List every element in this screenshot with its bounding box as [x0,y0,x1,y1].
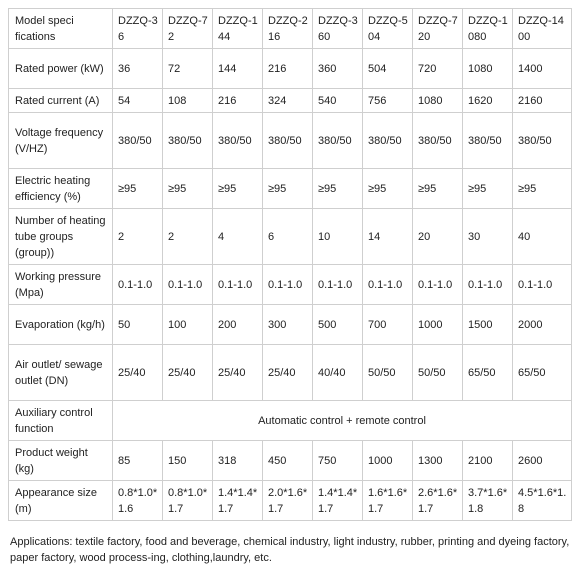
table-cell: 380/50 [463,113,513,169]
table-cell: ≥95 [413,169,463,209]
table-cell: 25/40 [113,345,163,401]
table-cell: 1500 [463,305,513,345]
table-cell: 0.1-1.0 [313,265,363,305]
table-cell: ≥95 [163,169,213,209]
table-cell: 720 [413,49,463,89]
table-cell: 3.7*1.6*1.8 [463,481,513,521]
table-cell: 0.1-1.0 [463,265,513,305]
table-cell: 25/40 [263,345,313,401]
row-label: Voltage frequency (V/HZ) [9,113,113,169]
table-cell: 0.1-1.0 [213,265,263,305]
table-cell: ≥95 [313,169,363,209]
table-cell: 2600 [513,441,572,481]
table-cell: 0.1-1.0 [163,265,213,305]
table-cell: DZZQ-504 [363,9,413,49]
table-cell: 0.1-1.0 [113,265,163,305]
table-cell: 50 [113,305,163,345]
table-cell: 380/50 [363,113,413,169]
row-label: Evaporation (kg/h) [9,305,113,345]
table-cell: 1000 [363,441,413,481]
row-label: Number of heating tube groups (group)) [9,209,113,265]
table-cell: 540 [313,89,363,113]
table-cell: 0.8*1.0*1.7 [163,481,213,521]
table-row [9,209,572,265]
table-cell: 324 [263,89,313,113]
table-cell: 2.6*1.6*1.7 [413,481,463,521]
table-cell: 360 [313,49,363,89]
table-cell: 200 [213,305,263,345]
table-cell: DZZQ-144 [213,9,263,49]
table-cell: 300 [263,305,313,345]
table-cell: ≥95 [363,169,413,209]
table-cell: 380/50 [113,113,163,169]
table-cell: 380/50 [413,113,463,169]
table-cell: 216 [263,49,313,89]
table-cell: 380/50 [213,113,263,169]
table-cell: 0.1-1.0 [413,265,463,305]
table-cell: 72 [163,49,213,89]
table-cell: 0.8*1.0*1.6 [113,481,163,521]
table-cell: 40 [513,209,572,265]
table-cell: 65/50 [463,345,513,401]
table-cell: 4 [213,209,263,265]
spec-table-body [9,9,572,521]
table-cell: ≥95 [113,169,163,209]
row-label: Model speci fications [9,9,113,49]
table-cell: 1.6*1.6*1.7 [363,481,413,521]
applications-note: Applications: textile factory, food and beverage, chemical industry, light industry, rubber, printing and dyeing factory, paper factory, wood process-ing, clothing,laundry, etc. [10,536,570,564]
table-cell: 40/40 [313,345,363,401]
table-cell: DZZQ-1080 [463,9,513,49]
table-cell: DZZQ-1400 [513,9,572,49]
table-cell: DZZQ-36 [113,9,163,49]
table-cell: 25/40 [213,345,263,401]
table-cell: 36 [113,49,163,89]
table-cell: 750 [313,441,363,481]
table-cell: 1620 [463,89,513,113]
merged-cell: Automatic control + remote control [113,401,572,441]
table-row [9,89,572,113]
table-cell: 14 [363,209,413,265]
table-cell: 20 [413,209,463,265]
table-cell: 0.1-1.0 [513,265,572,305]
table-cell: 65/50 [513,345,572,401]
table-cell: 1080 [413,89,463,113]
table-row [9,345,572,401]
table-cell: 1.4*1.4*1.7 [213,481,263,521]
row-label: Electric heating efficiency (%) [9,169,113,209]
table-cell: 0.1-1.0 [263,265,313,305]
table-cell: 54 [113,89,163,113]
table-cell: ≥95 [513,169,572,209]
table-cell: 50/50 [413,345,463,401]
table-cell: 10 [313,209,363,265]
table-cell: DZZQ-72 [163,9,213,49]
table-row [9,113,572,169]
table-row [9,9,572,49]
table-cell: 150 [163,441,213,481]
row-label: Working pressure (Mpa) [9,265,113,305]
table-cell: 216 [213,89,263,113]
table-cell: 85 [113,441,163,481]
table-cell: 1400 [513,49,572,89]
table-cell: 2160 [513,89,572,113]
row-label: Auxiliary control function [9,401,113,441]
row-label: Product weight (kg) [9,441,113,481]
table-row [9,49,572,89]
table-row [9,441,572,481]
row-label: Appearance size (m) [9,481,113,521]
table-cell: 50/50 [363,345,413,401]
table-cell: 2 [163,209,213,265]
row-label: Air outlet/ sewage outlet (DN) [9,345,113,401]
table-row [9,169,572,209]
table-cell: ≥95 [213,169,263,209]
table-cell: DZZQ-360 [313,9,363,49]
table-cell: 700 [363,305,413,345]
table-cell: 2.0*1.6*1.7 [263,481,313,521]
table-cell: ≥95 [263,169,313,209]
table-cell: 2000 [513,305,572,345]
table-row [9,401,572,441]
table-cell: 0.1-1.0 [363,265,413,305]
table-cell: 2100 [463,441,513,481]
table-cell: 1.4*1.4*1.7 [313,481,363,521]
table-cell: 25/40 [163,345,213,401]
table-cell: 144 [213,49,263,89]
table-cell: 4.5*1.6*1.8 [513,481,572,521]
table-cell: 380/50 [513,113,572,169]
table-row [9,265,572,305]
table-row [9,481,572,521]
table-cell: 380/50 [163,113,213,169]
table-cell: 30 [463,209,513,265]
table-cell: DZZQ-216 [263,9,313,49]
table-cell: 6 [263,209,313,265]
table-row [9,305,572,345]
table-cell: 504 [363,49,413,89]
table-cell: DZZQ-720 [413,9,463,49]
spec-table [8,8,572,521]
table-cell: 1300 [413,441,463,481]
table-cell: 756 [363,89,413,113]
table-cell: 108 [163,89,213,113]
row-label: Rated current (A) [9,89,113,113]
table-cell: 450 [263,441,313,481]
table-cell: 380/50 [313,113,363,169]
table-cell: 2 [113,209,163,265]
table-cell: 318 [213,441,263,481]
table-cell: 1000 [413,305,463,345]
table-cell: 500 [313,305,363,345]
table-cell: 380/50 [263,113,313,169]
table-cell: 100 [163,305,213,345]
row-label: Rated power (kW) [9,49,113,89]
table-cell: 1080 [463,49,513,89]
table-cell: ≥95 [463,169,513,209]
